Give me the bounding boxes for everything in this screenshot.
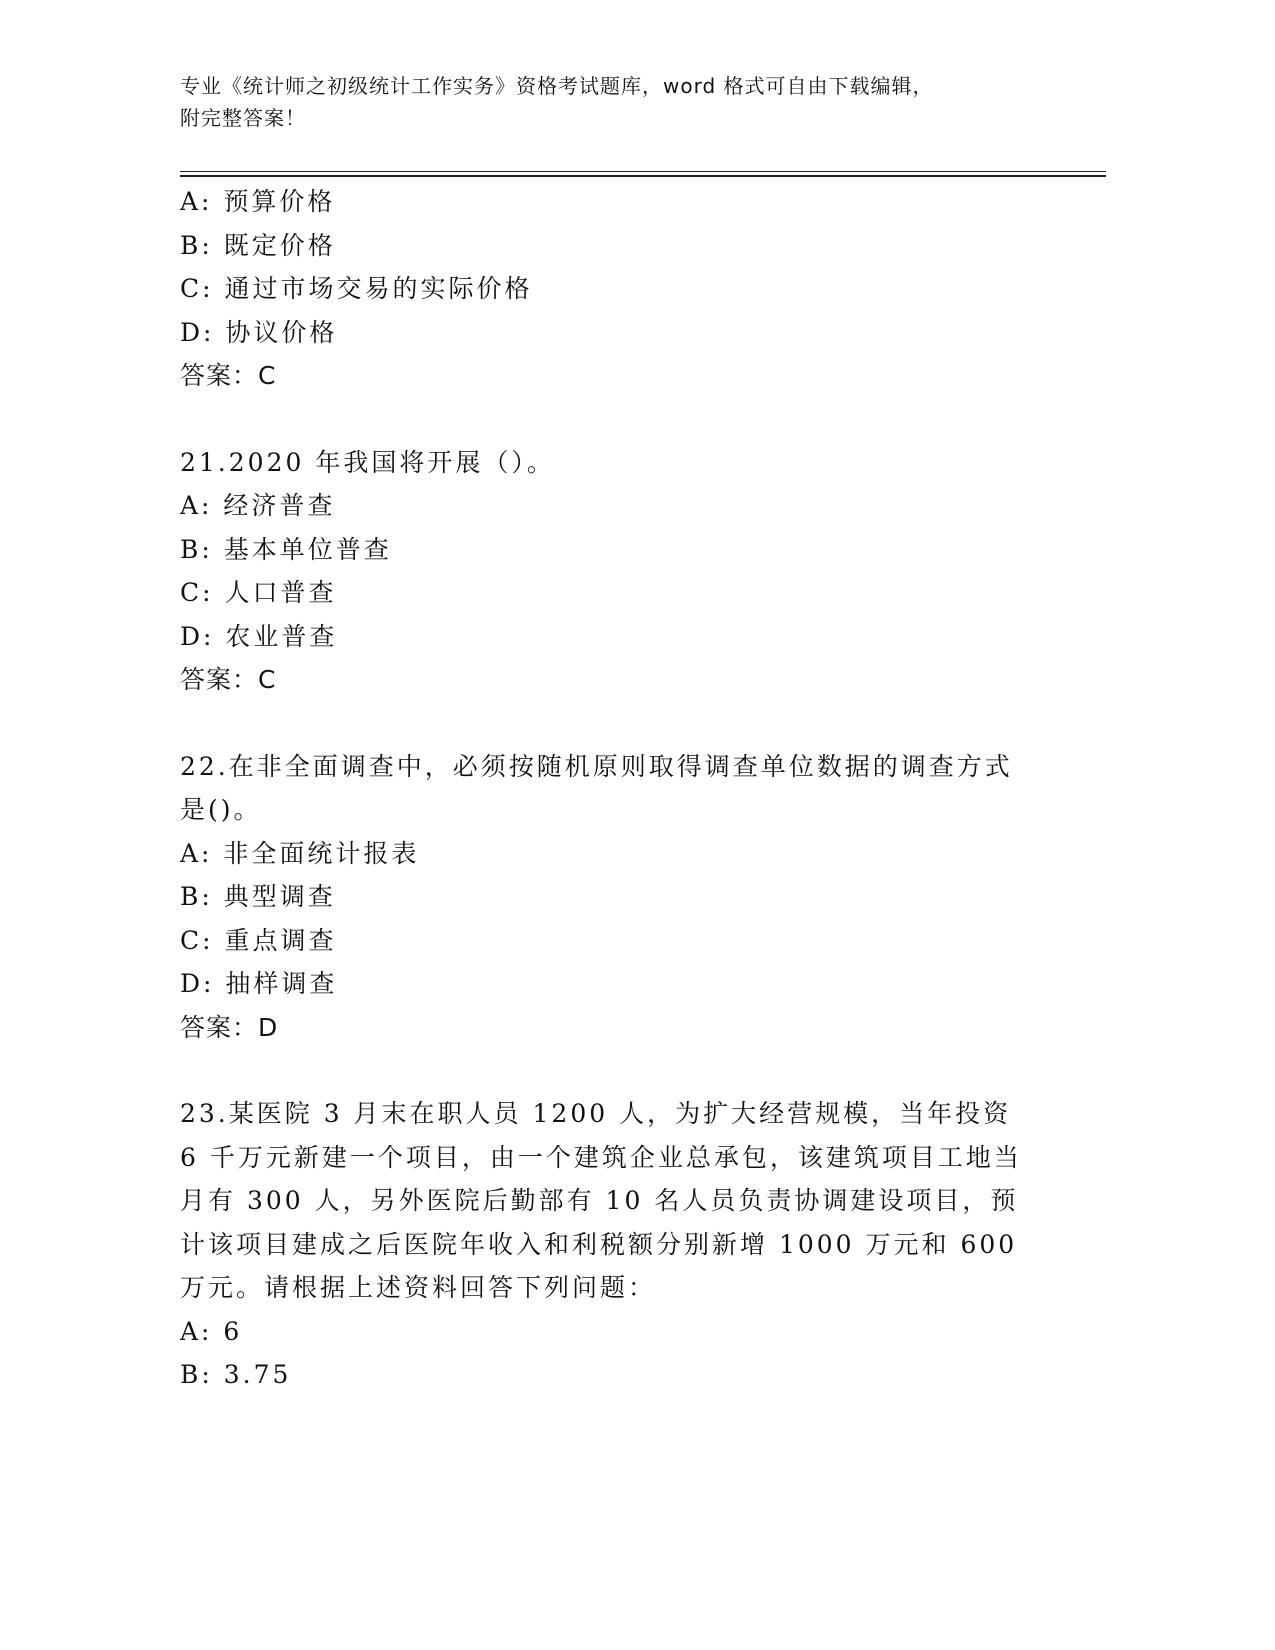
- option-d: D: 抽样调查: [180, 969, 338, 998]
- answer-line: 答案：D: [180, 1012, 279, 1042]
- header-rule-thin: [180, 171, 1106, 172]
- option-a: A: 6: [180, 1316, 243, 1346]
- option-b: B: 3.75: [180, 1360, 292, 1389]
- document-header: [180, 70, 1060, 134]
- header-line-1: 专业《统计师之初级统计工作实务》资格考试题库，word 格式可自由下载编辑，: [180, 74, 934, 98]
- option-c: C: 人口普查: [180, 578, 337, 607]
- option-d: D: 农业普查: [180, 621, 338, 651]
- question-text: 23.某医院 3 月末在职人员 1200 人，为扩大经营规模，当年投资 6 千万元新建一个项目，由一个建筑企业总承包，该建筑项目工地当月有 300 人，另外医院后勤部有 10 名人员负责协调建设项目，预计该项目建成之后医院年收入和利税额分别新增 1000 万元和 600 万元。请根据上述资料回答下列问题：: [180, 1099, 1022, 1302]
- option-a: A: 经济普查: [180, 491, 336, 520]
- question-block-20: [180, 180, 1040, 398]
- answer-line: 答案：C: [180, 361, 277, 390]
- question-block-22: [180, 745, 1040, 1050]
- option-b: B: 典型调查: [180, 882, 336, 911]
- question-block-23: [180, 1092, 1040, 1397]
- option-c: C: 重点调查: [180, 925, 337, 955]
- question-block-21: [180, 441, 1040, 702]
- option-c: C: 通过市场交易的实际价格: [180, 274, 533, 303]
- question-list: [180, 180, 1040, 1440]
- answer-line: 答案：C: [180, 665, 277, 694]
- option-a: A: 非全面统计报表: [180, 838, 420, 868]
- header-rule-thick: [180, 175, 1106, 177]
- header-line-2: 附完整答案！: [180, 106, 306, 130]
- option-d: D: 协议价格: [180, 317, 338, 347]
- option-a: A: 预算价格: [180, 187, 336, 216]
- question-text: 21.2020 年我国将开展（）。: [180, 447, 555, 477]
- option-b: B: 基本单位普查: [180, 534, 392, 564]
- option-b: B: 既定价格: [180, 230, 336, 260]
- question-text: 22.在非全面调查中，必须按随机原则取得调查单位数据的调查方式是()。: [180, 751, 1013, 824]
